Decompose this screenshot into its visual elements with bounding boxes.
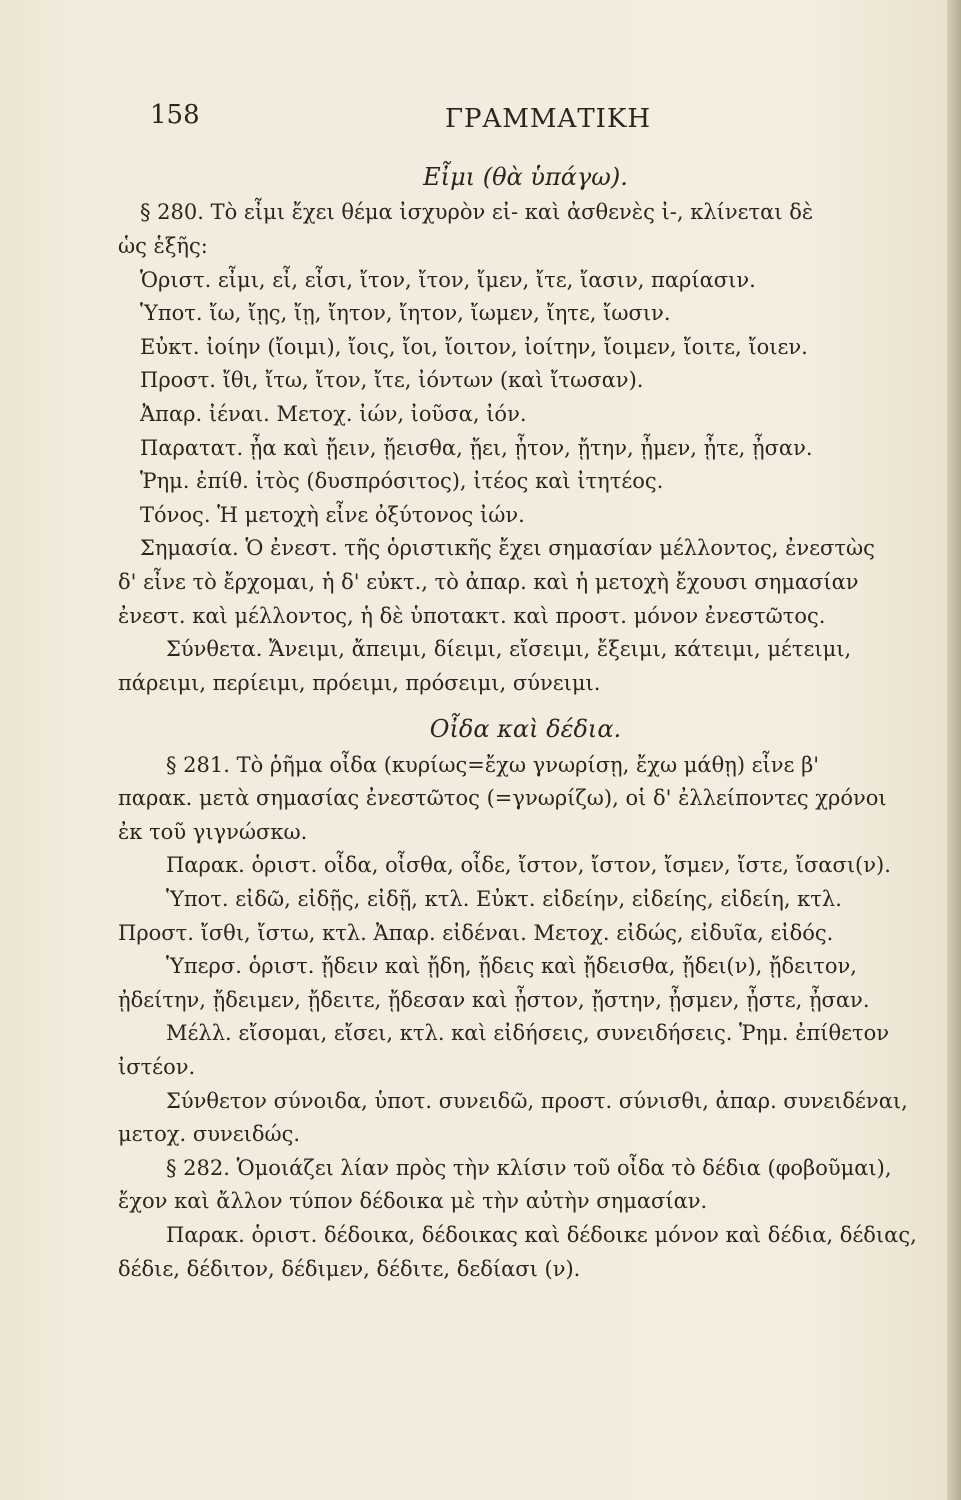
text-line: Ῥημ. ἐπίθ. ἰτὸς (δυσπρόσιτος), ἰτέος καὶ ἰτητέος. [140, 469, 664, 494]
page-edge [947, 0, 961, 1500]
text-line: § 280. Τὸ εἶμι ἔχει θέμα ἰσχυρὸν εἰ- καὶ ἀσθενὲς ἰ-, κλίνεται δὲ [140, 200, 814, 225]
text-line: § 281. Τὸ ῥῆμα οἶδα (κυρίως=ἔχω γνωρίσῃ, ἔχω μάθῃ) εἶνε β' [166, 752, 820, 777]
text-line: δ' εἶνε τὸ ἔρχομαι, ἡ δ' εὐκτ., τὸ ἀπαρ. καὶ ἡ μετοχὴ ἔχουσι σημασίαν [118, 569, 859, 594]
text-line: Μέλλ. εἴσομαι, εἴσει, κτλ. καὶ εἰδήσεις, συνειδήσεις. Ῥημ. ἐπίθετον [166, 1021, 890, 1046]
text-line: Ὁριστ. εἶμι, εἶ, εἶσι, ἴτον, ἴτον, ἴμεν, ἴτε, ἴασιν, παρίασιν. [140, 267, 756, 292]
text-line: Σύνθετον σύνοιδα, ὑποτ. συνειδῶ, προστ. σύνισθι, ἀπαρ. συνειδέναι, [166, 1088, 908, 1113]
text-line: δέδιε, δέδιτον, δέδιμεν, δέδιτε, δεδίασι (ν). [118, 1256, 581, 1281]
text-line: παρακ. μετὰ σημασίας ἐνεστῶτος (=γνωρίζω), οἱ δ' ἐλλείποντες χρόνοι [118, 786, 887, 811]
body-text [118, 158, 933, 1286]
text-line: Παρατατ. ᾖα καὶ ᾔειν, ᾔεισθα, ᾔει, ᾖτον, ᾔτην, ᾖμεν, ᾖτε, ᾖσαν. [140, 435, 813, 460]
text-line: Εὐκτ. ἰοίην (ἴοιμι), ἴοις, ἴοι, ἴοιτον, ἰοίτην, ἴοιμεν, ἴοιτε, ἴοιεν. [140, 334, 808, 359]
text-line: Ἀπαρ. ἰέναι. Μετοχ. ἰών, ἰοῦσα, ἰόν. [140, 401, 527, 426]
text-line: ἰστέον. [118, 1055, 196, 1080]
text-line: Ὑποτ. εἰδῶ, εἰδῇς, εἰδῇ, κτλ. Εὐκτ. εἰδείην, εἰδείης, εἰδείη, κτλ. [166, 887, 842, 912]
text-line: ἔχον καὶ ἄλλον τύπον δέδοικα μὲ τὴν αὐτὴν σημασίαν. [118, 1189, 708, 1214]
text-line: Ὑποτ. ἴω, ἴῃς, ἴῃ, ἴητον, ἴητον, ἴωμεν, ἴητε, ἴωσιν. [140, 301, 671, 326]
text-line: ὡς ἑξῆς: [118, 233, 208, 258]
text-line: Παρακ. ὁριστ. δέδοικα, δέδοικας καὶ δέδοικε μόνον καὶ δέδια, δέδιας, [166, 1223, 917, 1247]
text-line: Τόνος. Ἡ μετοχὴ εἶνε ὀξύτονος ἰών. [140, 502, 525, 527]
running-title: ΓΡΑΜΜΑΤΙΚΗ [445, 104, 652, 134]
section-heading: Οἶδα καὶ δέδια. [429, 715, 622, 744]
text-line: § 282. Ὁμοιάζει λίαν πρὸς τὴν κλίσιν τοῦ οἶδα τὸ δέδια (φοβοῦμαι), [166, 1155, 892, 1180]
text-line: πάρειμι, περίειμι, πρόειμι, πρόσειμι, σύνειμι. [118, 670, 601, 695]
page-number: 158 [150, 100, 200, 130]
text-line: Σημασία. Ὁ ἐνεστ. τῆς ὁριστικῆς ἔχει σημασίαν μέλλοντος, ἐνεστὼς [140, 536, 875, 561]
text-line: ἐνεστ. καὶ μέλλοντος, ἡ δὲ ὑποτακτ. καὶ προστ. μόνον ἐνεστῶτος. [118, 603, 826, 628]
text-line: ᾐδείτην, ᾔδειμεν, ᾔδειτε, ᾔδεσαν καὶ ᾖστον, ᾔστην, ᾖσμεν, ᾖστε, ᾖσαν. [118, 987, 870, 1012]
text-line: Προστ. ἴσθι, ἴστω, κτλ. Ἀπαρ. εἰδέναι. Μετοχ. εἰδώς, εἰδυῖα, εἰδός. [118, 920, 834, 945]
text-line: Προστ. ἴθι, ἴτω, ἴτον, ἴτε, ἰόντων (καὶ ἴτωσαν). [140, 368, 644, 393]
section-heading: Εἶμι (θὰ ὑπάγω). [423, 163, 628, 191]
text-line: μετοχ. συνειδώς. [118, 1122, 301, 1147]
text-line: Σύνθετα. Ἄνειμι, ἄπειμι, δίειμι, εἴσειμι, ἔξειμι, κάτειμι, μέτειμι, [166, 637, 852, 662]
running-head [150, 100, 950, 140]
text-line: Ὑπερσ. ὁριστ. ᾔδειν καὶ ᾔδη, ᾔδεις καὶ ᾔδεισθα, ᾔδει(ν), ᾔδειτον, [166, 954, 857, 979]
text-line: Παρακ. ὁριστ. οἶδα, οἶσθα, οἶδε, ἴστον, ἴστον, ἴσμεν, ἴστε, ἴσασι(ν). [166, 853, 891, 878]
text-line: ἐκ τοῦ γιγνώσκω. [118, 819, 308, 844]
